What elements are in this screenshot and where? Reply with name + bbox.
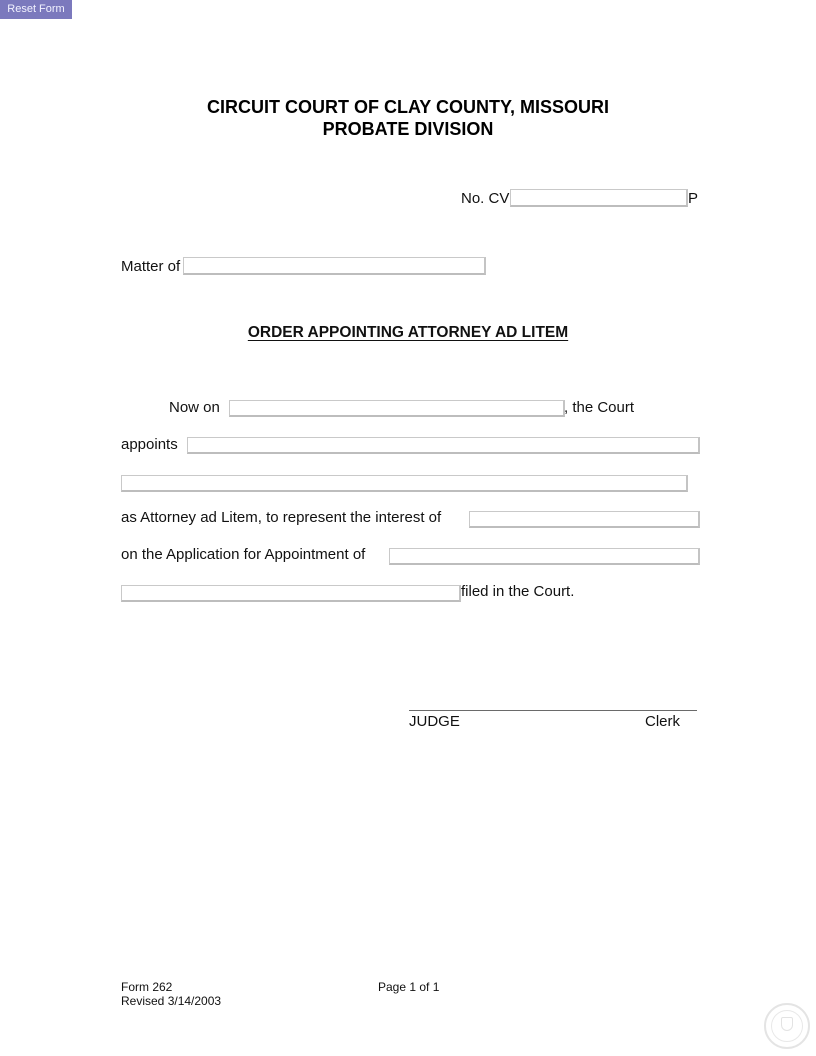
revised-date: Revised 3/14/2003 [121,994,222,1008]
appoints-label: appoints [121,436,178,453]
now-on-label: Now on [169,399,220,416]
attorney-name-input[interactable] [187,437,700,454]
clerk-label: Clerk [645,713,681,730]
reset-form-button[interactable]: Reset Form [0,0,72,19]
filed-in-court-label: filed in the Court. [461,583,575,600]
case-number-label: No. CV [461,190,510,207]
page-number: Page 1 of 1 [378,980,440,994]
court-seal-icon [764,1003,810,1049]
applicant-line2-input[interactable] [121,585,461,602]
judge-label: JUDGE [409,713,460,730]
case-number-input[interactable] [510,189,688,207]
order-title [0,324,816,342]
application-of-input[interactable] [389,548,700,565]
case-number-suffix: P [688,190,699,207]
date-input[interactable] [229,400,565,417]
form-number: Form 262 [121,980,173,994]
attorney-name-line2-input[interactable] [121,475,688,492]
application-label: on the Application for Appointment of [121,546,366,563]
interest-of-label: as Attorney ad Litem, to represent the interest of [121,509,442,526]
matter-of-input[interactable] [183,257,486,275]
signature-line [409,710,697,711]
order-title-text: ORDER APPOINTING ATTORNEY AD LITEM [247,324,569,341]
the-court-label: , the Court [564,399,635,416]
court-name-heading: CIRCUIT COURT OF CLAY COUNTY, MISSOURI [206,97,610,117]
interest-of-input[interactable] [469,511,700,528]
division-heading: PROBATE DIVISION [322,119,494,139]
seal-shield-icon [781,1017,793,1031]
matter-of-label: Matter of [121,258,181,275]
